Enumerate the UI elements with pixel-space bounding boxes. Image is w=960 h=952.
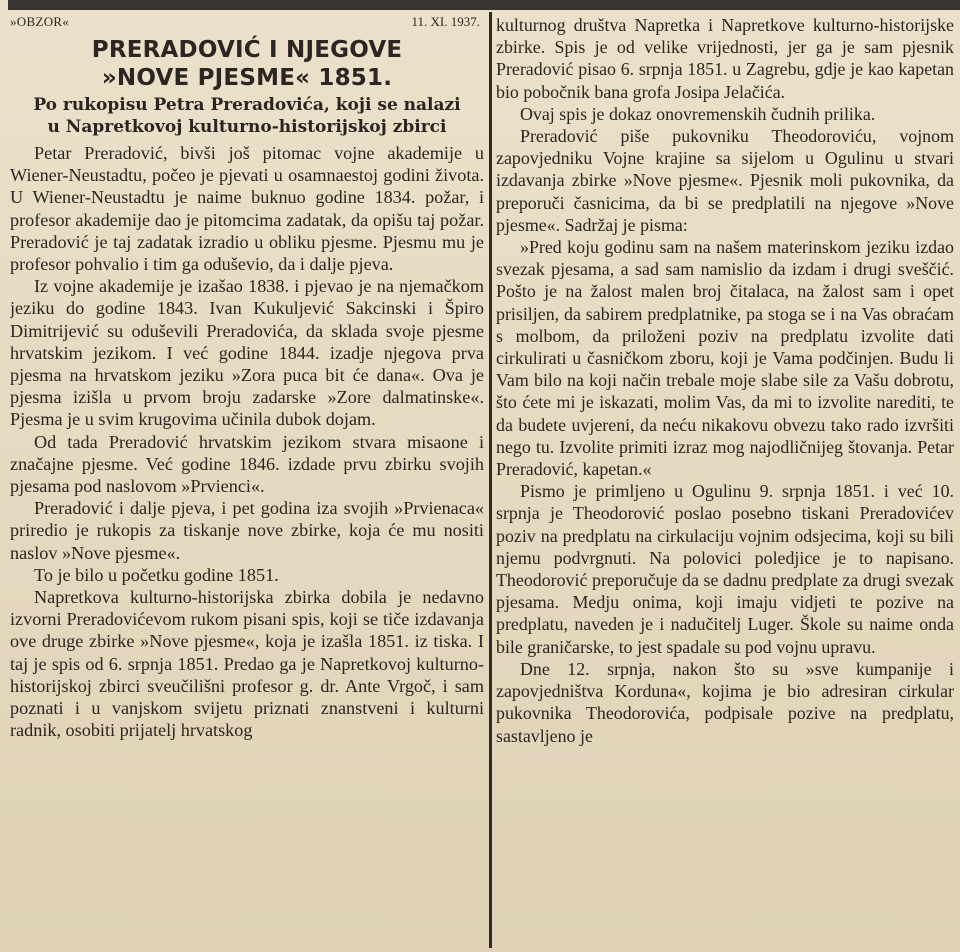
paragraph: Od tada Preradović hrvatskim jezikom stvara misaone i značajne pjesme. Već godine 1846. izdade prvu zbirku svojih pjesama pod naslovom »Prvienci«. [10,431,484,497]
left-column [10,14,484,948]
title-line-1: PRERADOVIĆ I NJEGOVE [91,37,403,63]
publication-name: »OBZOR« [10,14,70,29]
paragraph: Petar Preradović, bivši još pitomac vojne akademije u Wiener-Neustadtu, počeo je pjevati u osamnaestoj godini života. U Wiener-Neustadtu je naime buknuo godine 1834. požar, i profesor akademije dao je pitomcima zadatak, da opišu taj požar. Preradović je taj zadatak izradio u obliku pjesme. Pjesmu mu je profesor pohvalio i tim ga oduševio, da i dalje pjeva. [10,143,484,275]
paragraph: Preradović piše pukovniku Theodoroviću, vojnom zapovjedniku Vojne krajine sa sijelom u Ogulinu u stvari izdavanja zbirke »Nove pjesme«. Pjesnik moli pukovnika, da preporuči časnicima, da bi se predplatili na njegove »Nove pjesme«. Sadržaj je pisma: [496,126,954,235]
top-rule [8,0,960,10]
paragraph: Napretkova kulturno-historijska zbirka dobila je nedavno izvorni Preradovićevom rukom pisani spis, koji se tiče izdavanja ove druge zbirke »Nove pjesme«, koja je izašla 1851. iz tiska. I taj je spis od 6. srpnja 1851. Predao ga je Napretkovoj kulturno-historijskoj zbirci sveučilišni profesor g. dr. Ante Vrgoč, i sam poznati i u vanjskom svijetu priznati znanstveni i kulturni radnik, osobiti prijatelj hrvatskog [10,587,484,741]
dateline [10,14,484,34]
paragraph: Ovaj spis je dokaz onovremenskih čudnih prilika. [520,103,876,124]
paragraph: kulturnog društva Napretka i Napretkove kulturno-historijske zbirke. Spis je od velike vrijednosti, jer ga je sam pjesnik Preradović pisao 6. srpnja 1851. u Zagrebu, gdje je kao kapetan bio pobočnik bana grofa Josipa Jelačića. [496,15,954,102]
subtitle-line-2: u Napretkovoj kulturno-historijskoj zbirci [47,117,447,137]
paragraph: Preradović i dalje pjeva, i pet godina iza svojih »Prvienaca« priredio je rukopis za tiskanje nove zbirke, koja će mu nositi naslov »Nove pjesme«. [10,498,484,563]
paragraph: Iz vojne akademije je izašao 1838. i pjevao je na njemačkom jeziku do godine 1843. Ivan Kukuljević Sakcinski i Špiro Dimitrijević su oduševili Preradovića, da sklada svoje pjesme hrvatskim jezikom. I već godine 1844. izadje njegova prva pjesma na hrvatskom jeziku »Zora puca bit će dana«. Ova je pjesma izišla u prvom broju zadarske »Zore dalmatinske«. Pjesma je u svim krugovima učinila dubok dojam. [10,276,484,430]
paragraph: Pismo je primljeno u Ogulinu 9. srpnja 1851. i već 10. srpnja je Theodorović poslao posebno tiskani Preradovićev poziv na predplatu na cirkulaciju vojnim odsjecima, koji su bili njemu podvrgnuti. Na polovici poledjice je to napisano. Theodorović preporučuje da se dadnu predplate za drugi svezak pjesama. Medju onima, koji imaju vidjeti te pozive na predplatu, naveden je i nadučitelj Luger. Škole su naime onda bile graničarske, to jest spadale su pod vojnu upravu. [496,481,954,657]
title-line-2: »NOVE PJESME« 1851. [101,65,393,91]
paragraph: To je bilo u početku godine 1851. [34,564,279,585]
article-title [10,36,484,92]
subtitle-line-1: Po rukopisu Petra Preradovića, koji se nalazi [33,95,461,115]
paragraph: »Pred koju godinu sam na našem materinskom jeziku izdao svezak pjesama, a sad sam namislio da izdam i drugi sveščić. Pošto je na žalost malen broj čitalaca, na žalost sam i opet prisiljen, da sabirem predplatnike, pa stoga se i na Vas obraćam s molbom, da priloženi poziv na predplatu izvolite dati cirkulirati u časničkom zboru, koji je Vama podčinjen. Budu li Vam bilo na koji način trebale moje slabe sile za Vašu dobrotu, što ćete mi je iskazati, molim Vas, da mi to izvolite narediti, te da budete uvjereni, da neću nikakovu obvezu tako rado izvršiti nego tu. Izvolite primiti izraz mog najodličnijeg štovanja. Petar Preradović, kapetan.« [496,237,954,480]
paragraph: Dne 12. srpnja, nakon što su »sve kumpanije i zapovjedništva Korduna«, kojima je bio adresiran cirkular pukovnika Theodorovića, podpisale pozive na predplatu, sastavljeno je [496,658,954,746]
right-column [496,14,954,948]
column-divider [489,12,492,948]
article-subtitle [10,94,484,138]
issue-date: 11. XI. 1937. [411,14,480,29]
